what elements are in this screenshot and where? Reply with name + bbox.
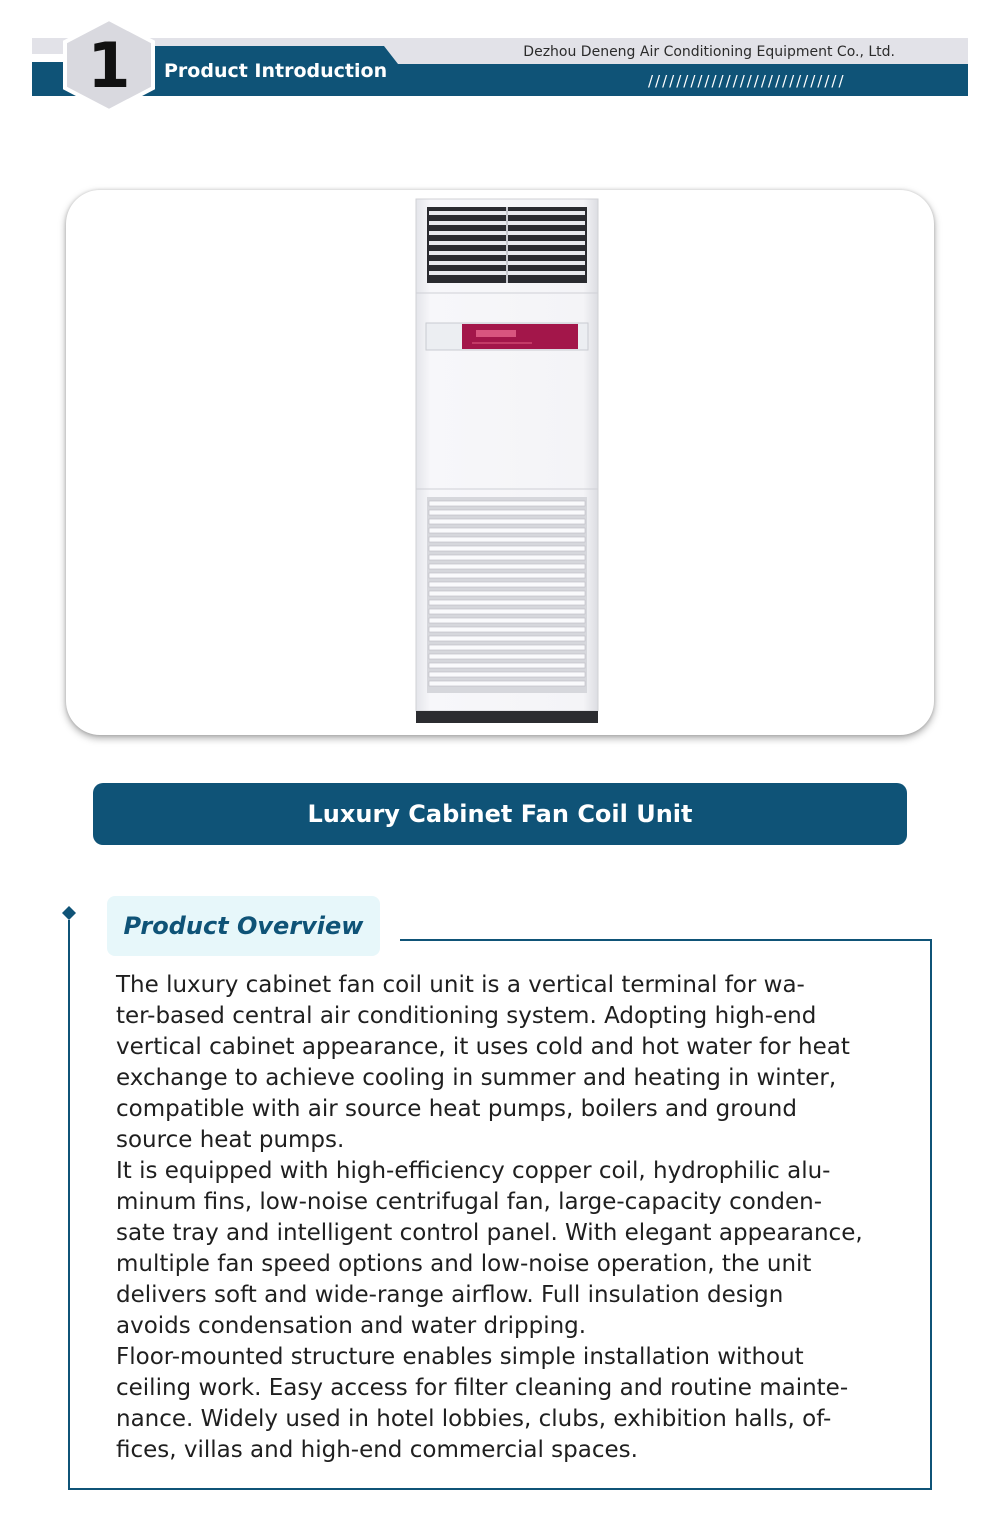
floor-cabinet-fan-coil-unit-image [414,197,600,725]
overview-paragraph-2: It is equipped with high-efficiency copper coil, hydrophilic alu- minum fins, low-noise centrifugal fan, large-capacity conden- sate tray and intelligent control panel. With elegant appearance, multiple fan speed options and low-noise operation, the unit delivers soft and wide-range airflow. Full insulation design avoids condensation and water dripping. [116,1158,863,1339]
section-label: Product Introduction [164,60,388,82]
company-name: Dezhou Deneng Air Conditioning Equipment Co., Ltd. [523,44,895,60]
product-title: Luxury Cabinet Fan Coil Unit [307,800,693,828]
product-title-bar [93,783,907,845]
diamond-marker-icon [62,906,76,920]
overview-paragraph-3: Floor-mounted structure enables simple installation without ceiling work. Easy access for filter cleaning and routine mainte- nance. Widely used in hotel lobbies, clubs, exhibition halls, of- fices, villas and high-end commercial spaces. [116,1344,849,1463]
overview-paragraph-1: The luxury cabinet fan coil unit is a vertical terminal for wa- ter-based central air conditioning system. Adopting high-end vertical cabinet appearance, it uses cold and hot water for heat exchange to achieve cooling in summer and heating in winter, compatible with air source heat pumps, boilers and ground source heat pumps. [116,972,850,1153]
header-slash-decoration: //////////////////////////// [648,72,846,90]
section-number: 1 [87,29,131,102]
overview-title: Product Overview [123,912,364,940]
overview-body [116,970,900,1475]
overview-tab [107,896,380,956]
